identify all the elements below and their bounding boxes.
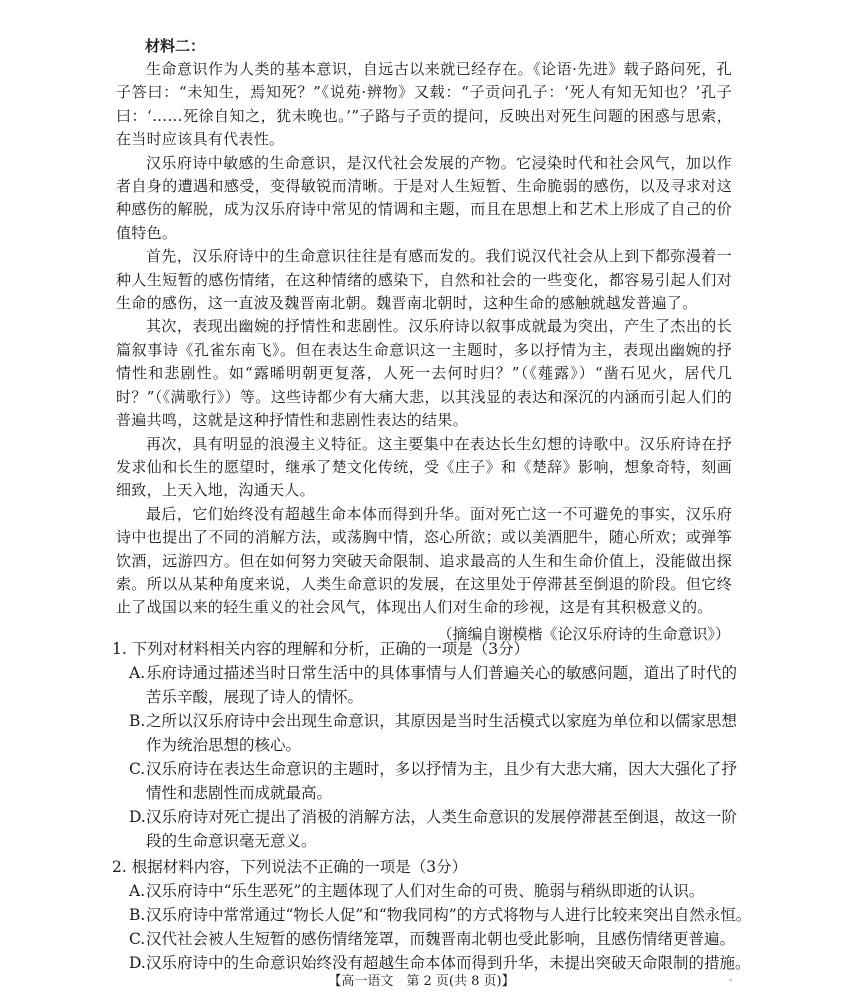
option-d bbox=[112, 951, 751, 975]
option-b bbox=[112, 709, 737, 757]
option-text: 之所以汉乐府诗中会出现生命意识，其原因是当时生活模式以家庭为单位和以儒家思想作为统治思想的核心。 bbox=[146, 712, 737, 754]
option-text: 汉乐府诗中常常通过“物长人促”和“物我同构”的方式将物与人进行比较来突出自然永恒。 bbox=[146, 906, 752, 924]
option-letter: B. bbox=[129, 906, 146, 924]
material-paragraph: 生命意识作为人类的基本意识，自远古以来就已经存在。《论语·先进》载子路问死，孔子答曰：“未知生，焉知死？”《说苑·辨物》又载：“子贡问孔子：‘死人有知无知也？’孔子曰：‘……死徐自知之，犹未晚也。’”子路与子贡的提问，反映出对死生问题的困惑与思索，在当时应该具有代表性。 bbox=[116, 60, 732, 149]
material-paragraph: 首先，汉乐府诗中的生命意识往往是有感而发的。我们说汉代社会从上到下都弥漫着一种人生短暂的感伤情绪，在这种情绪的感染下，自然和社会的一些变化，都容易引起人们对生命的感伤，这一直波及魏晋南北朝。魏晋南北朝时，这种生命的感触就越发普遍了。 bbox=[116, 247, 732, 313]
option-text: 汉乐府诗中的生命意识始终没有超越生命本体而得到升华，未提出突破天命限制的措施。 bbox=[146, 954, 751, 972]
option-c bbox=[112, 927, 737, 951]
reading-material bbox=[116, 34, 732, 646]
option-d bbox=[112, 805, 737, 853]
question-stem: 2. 根据材料内容，下列说法不正确的一项是（3分） bbox=[112, 858, 468, 876]
option-text: 汉代社会被人生短暂的感伤情绪笼罩，而魏晋南北朝也受此影响，且感伤情绪更普遍。 bbox=[146, 930, 736, 948]
option-a bbox=[112, 879, 737, 903]
option-c bbox=[112, 757, 737, 805]
question-stem: 1. 下列对材料相关内容的理解和分析，正确的一项是（3分） bbox=[112, 640, 530, 658]
option-b bbox=[112, 903, 752, 927]
option-text: 汉乐府诗对死亡提出了消极的消解方法，人类生命意识的发展停滞甚至倒退，故这一阶段的生命意识毫无意义。 bbox=[146, 808, 737, 850]
material-paragraph: 其次，表现出幽婉的抒情性和悲剧性。汉乐府诗以叙事成就最为突出，产生了杰出的长篇叙事诗《孔雀东南飞》。但在表达生命意识这一主题时，多以抒情为主，表现出幽婉的抒情性和悲剧性。如“露晞明朝更复落，人死一去何时归？”（《薤露》）“凿石见火，居代几时？”（《满歌行》）等。这些诗都少有大痛大悲，以其浅显的表达和深沉的内涵而引起人们的普遍共鸣，这就是这种抒情性和悲剧性表达的结果。 bbox=[116, 317, 732, 430]
option-text: 乐府诗通过描述当时日常生活中的具体事情与人们普遍关心的敏感问题，道出了时代的苦乐辛酸，展现了诗人的情怀。 bbox=[146, 664, 737, 706]
option-letter: D. bbox=[129, 808, 146, 826]
option-letter: A. bbox=[129, 882, 146, 900]
option-letter: C. bbox=[129, 760, 146, 778]
question-1 bbox=[112, 637, 737, 853]
page-number-label: 【高一语文 第 2 页(共 8 页)】 bbox=[328, 974, 515, 989]
material-source: （摘编自谢模楷《论汉乐府诗的生命意识》） bbox=[437, 624, 730, 643]
corner-mark: - bbox=[729, 975, 733, 986]
option-letter: D. bbox=[129, 954, 146, 972]
material-heading: 材料二： bbox=[145, 37, 206, 55]
option-letter: B. bbox=[129, 712, 146, 730]
question-2 bbox=[112, 855, 752, 975]
option-a bbox=[112, 661, 737, 709]
option-letter: C. bbox=[129, 930, 146, 948]
option-text: 汉乐府诗在表达生命意识的主题时，多以抒情为主，且少有大悲大痛，因大大强化了抒情性和悲剧性而成就最高。 bbox=[146, 760, 737, 802]
page-footer bbox=[0, 973, 843, 991]
option-letter: A. bbox=[129, 664, 146, 682]
question-list bbox=[112, 637, 752, 975]
option-text: 汉乐府诗中“乐生恶死”的主题体现了人们对生命的可贵、脆弱与稍纵即逝的认识。 bbox=[146, 882, 705, 900]
material-paragraph: 汉乐府诗中敏感的生命意识，是汉代社会发展的产物。它浸染时代和社会风气，加以作者自身的遭遇和感受，变得敏锐而清晰。于是对人生短暂、生命脆弱的感伤，以及寻求对这种感伤的解脱，成为汉乐府诗中常见的情调和主题，而且在思想上和艺术上形成了自己的价值特色。 bbox=[116, 153, 732, 242]
material-paragraph: 最后，它们始终没有超越生命本体而得到升华。面对死亡这一不可避免的事实，汉乐府诗中也提出了不同的消解方法，或荡胸中情，恣心所欲；或以美酒肥牛，随心所欢；或弹筝饮酒，远游四方。但在如何努力突破天命限制、追求最高的人生和生命价值上，没能做出探索。所以从某种角度来说，人类生命意识的发展，在这里处于停滞甚至倒退的阶段。但它终止了战国以来的轻生重义的社会风气，体现出人们对生命的珍视，这是有其积极意义的。 bbox=[116, 504, 732, 617]
material-paragraph: 再次，具有明显的浪漫主义特征。这主要集中在表达长生幻想的诗歌中。汉乐府诗在抒发求仙和长生的愿望时，继承了楚文化传统，受《庄子》和《楚辞》影响，想象奇特，刻画细致，上天入地，沟通天人。 bbox=[116, 434, 732, 500]
